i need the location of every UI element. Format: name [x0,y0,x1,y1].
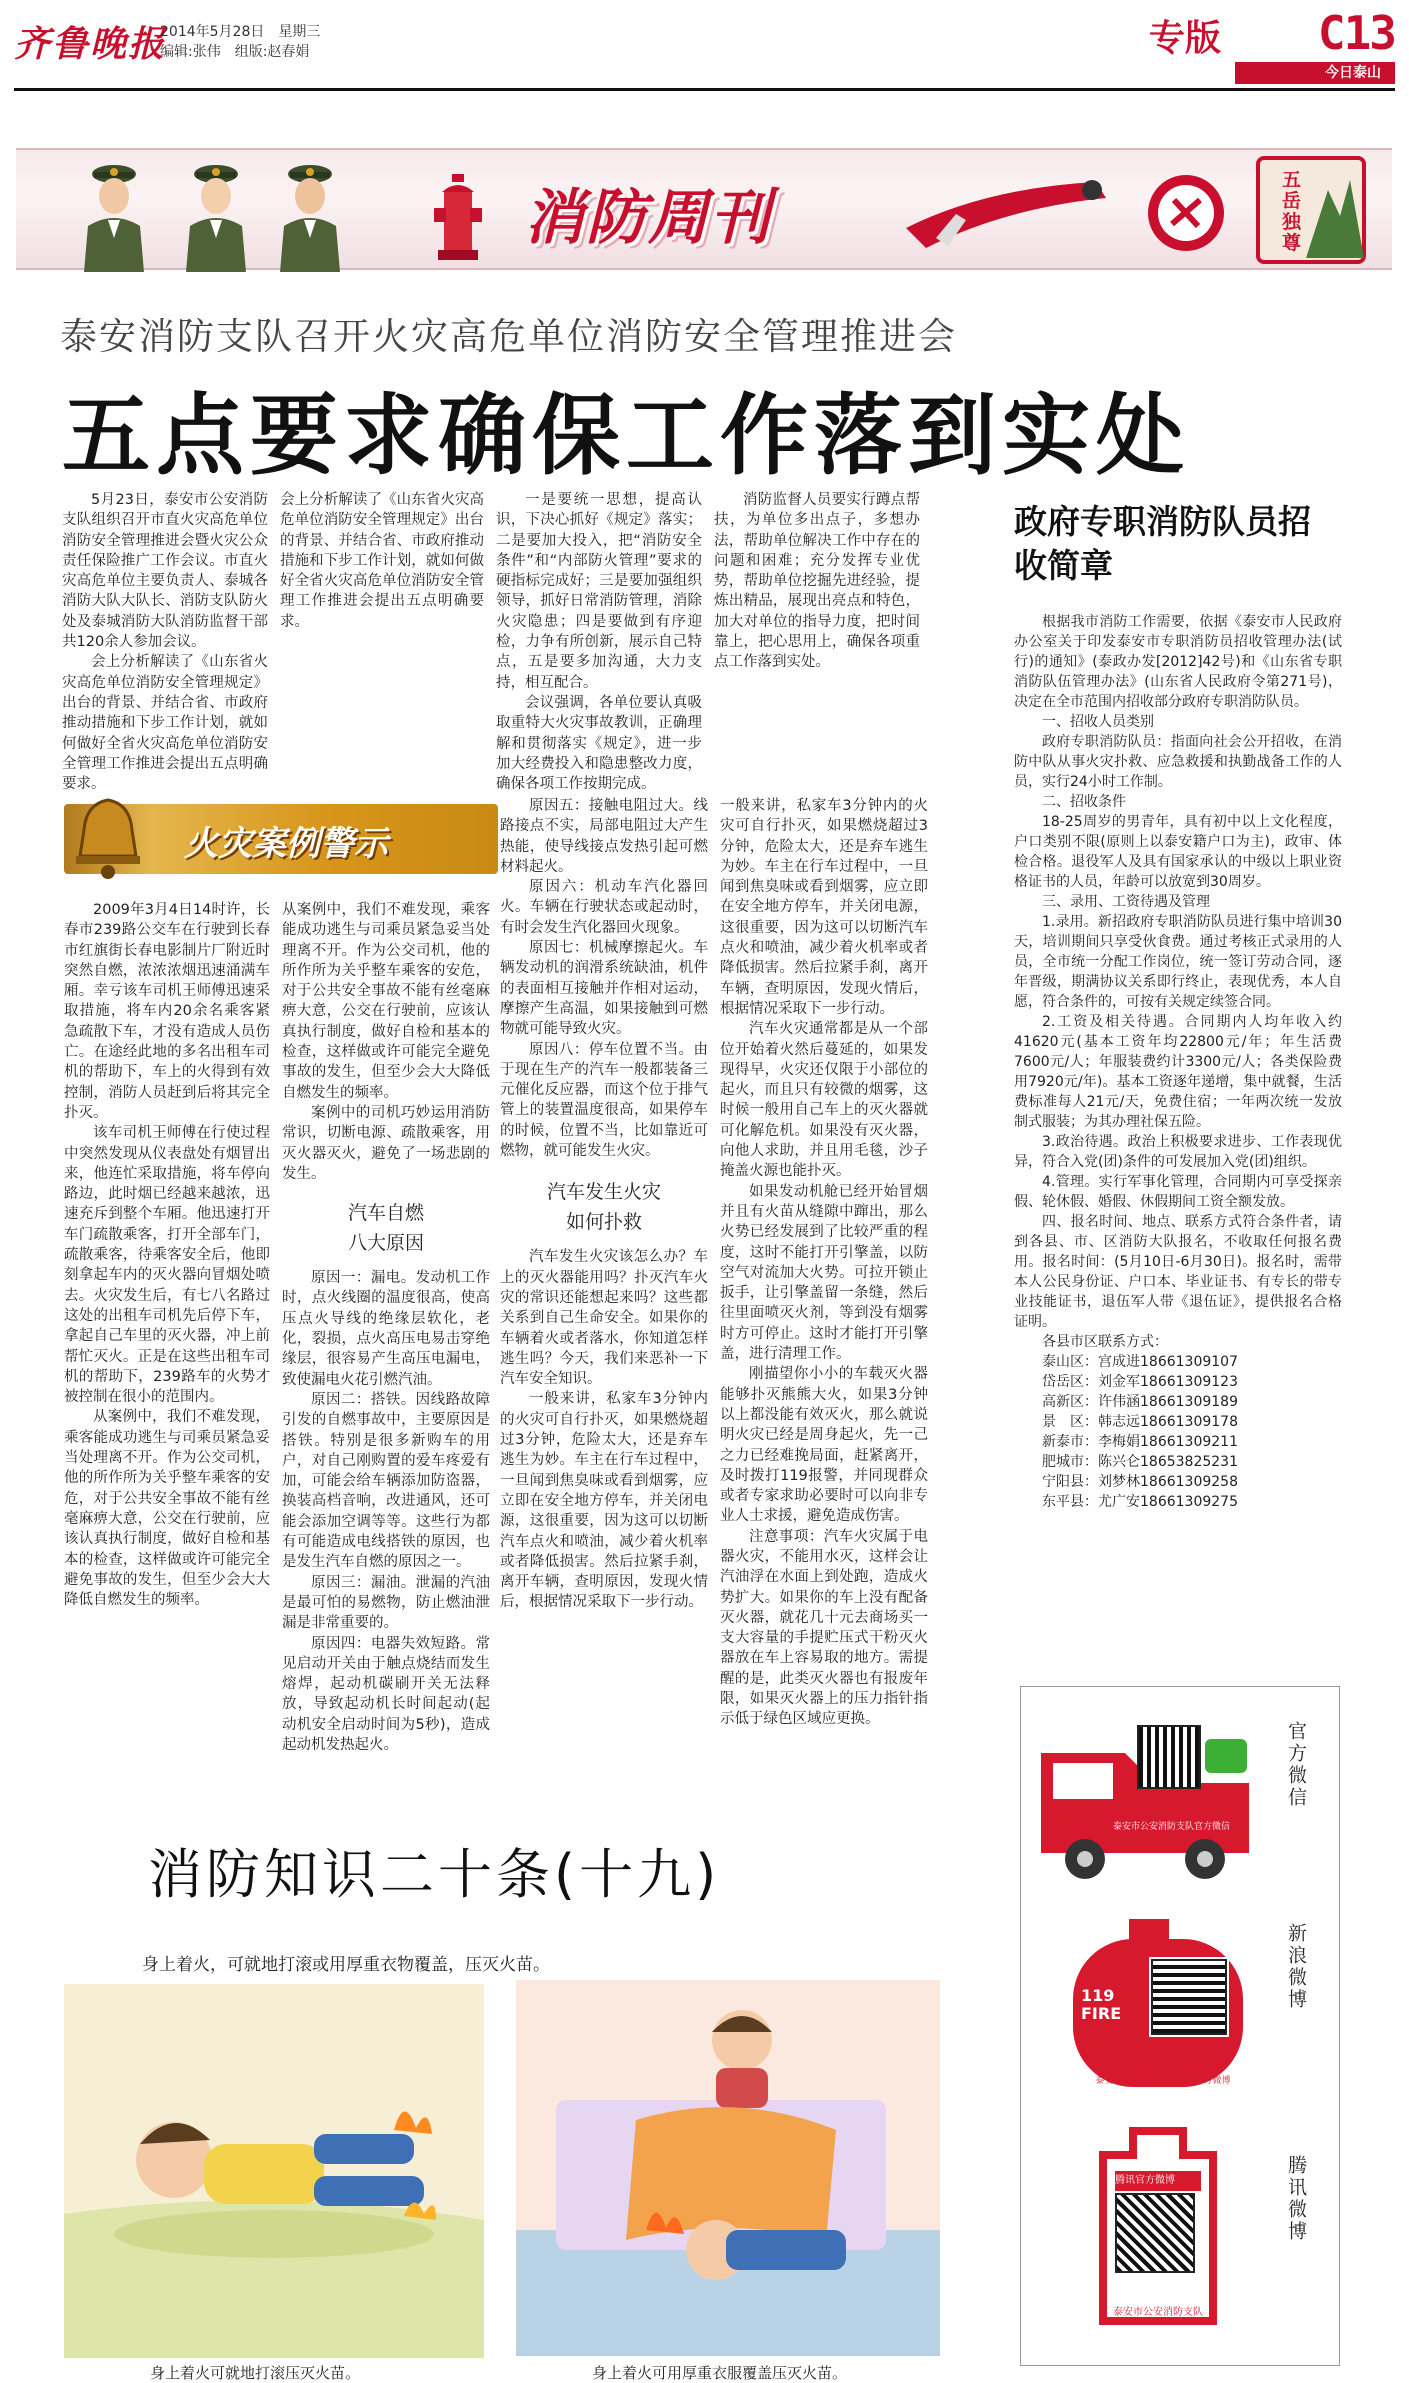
fire-weekly-banner [16,148,1392,270]
case-column-4 [720,796,928,1758]
banner-title: 消防周刊 [524,183,772,253]
article-column-1 [62,490,268,793]
editor-line: 编辑:张伟 组版:赵春娟 [160,44,310,60]
cause-paragraph: 原因七：机械摩擦起火。车辆发动机的润滑系统缺油，机件的表面相互接触并作相对运动，摩擦产生高温，如果接触到可燃物就可能导致火灾。 [500,940,708,1038]
contact-area: 东平县 [1042,1494,1084,1510]
contact-row [1042,1412,1342,1432]
rescue-paragraph: 汽车火灾通常都是从一个部位开始着火然后蔓延的，如果发现得早，火灾还仅限于小部位的起火，而且只有较微的烟雾，这时候一般用自己车上的灭火器就可化解危机。如果没有灭火器，向他人求助，并且用毛毯，沙子掩盖火源也能扑灭。 [720,1021,928,1180]
extinguisher-illustration [896,168,1126,264]
weibo-label: 新浪微博 [1285,1923,1307,2011]
contact-separator: ： [1084,1394,1098,1410]
cause-paragraph: 原因三：漏油。泄漏的汽油是最可怕的易燃物，防止燃油泄漏是非常重要的。 [282,1574,490,1632]
case-paragraph: 从案例中，我们不难发现，乘客能成功逃生与司乘员紧急妥当处理离不开。作为公交司机，他的所作所为关乎整车乘客的安危，对于公共安全事故不能有丝毫麻痹大意，公交在行驶前，应该认真执行制度，做好自检和基本的检查，这样做或许可能完全避免事故的发生，但至少会大大降低自燃发生的频率。 [282,902,490,1101]
article-paragraph: 5月23日，泰安市公安消防支队组织召开市直火灾高危单位消防安全管理推进会暨火灾公众责任保险推广工作会议。市直火灾高危单位主要负责人、泰城各消防大队大队长、消防支队防火处及泰城消防大队消防监督干部共120余人参加会议。 [62,492,268,651]
recruit-paragraph: 二、招收条件 [1042,794,1126,810]
recruit-title: 政府专职消防队员招收简章 [1014,502,1311,585]
contact-separator: ： [1084,1454,1098,1470]
recruit-paragraph: 18-25周岁的男青年，具有初中以上文化程度，户口类别不限(原则上以泰安籍户口为主)，政审、体检合格。退役军人及具有国家承认的中级以上职业资格证书的人员，年龄可以放宽到30周岁。 [1014,814,1342,890]
rescue-paragraph: 汽车发生火灾该怎么办？车上的灭火器能用吗？扑灭汽车火灾的常识还能想起来吗？这些都关系到自己生命安全。如果你的车辆着火或者落水，你知道怎样逃生吗？今天，我们来恶补一下汽车安全知识。 [500,1249,708,1388]
contact-phone: 18661309107 [1140,1354,1238,1370]
ribbon-title: 火灾案例警示 [184,824,388,864]
tencent-top-text: 腾讯官方微博 [1115,2175,1175,2186]
recruit-paragraph: 1.录用。新招政府专职消防队员进行集中培训30天，培训期间只享受伙食费。通过考核正式录用的人员，全市统一分配工作岗位，统一签订劳动合同，逐年晋级，期满协议关系即行终止，表现优秀，本人自愿，符合条件的，可按有关规定续签合同。 [1014,914,1342,1010]
causes-subtitle: 汽车自燃 八大原因 [347,1202,424,1255]
case-warning-ribbon [64,804,498,874]
contact-area: 高新区 [1042,1394,1084,1410]
contact-person: 陈兴仑 [1098,1454,1140,1470]
social-media-panel [1020,1686,1340,2366]
recruit-paragraph: 一、招收人员类别 [1042,714,1154,730]
bell-icon [68,796,148,882]
contact-row [1042,1392,1342,1412]
paper-logo: 齐鲁晚报 [14,23,167,65]
contact-phone: 18661309258 [1140,1474,1238,1490]
contact-area: 肥城市 [1042,1454,1084,1470]
contact-person: 宫成进 [1098,1354,1140,1370]
article-paragraph: 会上分析解读了《山东省火灾高危单位消防安全管理规定》出台的背景、并结合省、市政府推动措施和下步工作计划，就如何做好全省火灾高危单位消防安全管理工作推进会提出五点明确要求。 [280,492,484,630]
contact-area: 宁阳县 [1042,1474,1084,1490]
contact-separator: ： [1084,1474,1098,1490]
case-column-2 [282,900,490,1758]
contact-row [1042,1372,1342,1392]
contact-row [1042,1452,1342,1472]
wechat-label: 官方微信 [1285,1721,1307,1809]
recruit-paragraph: 3.政治待遇。政治上积极要求进步、工作表现优异，符合入党(团)条件的可发展加入党(团)组织。 [1014,1134,1342,1170]
page-number: C13 [1317,6,1395,60]
recruit-paragraph: 各县市区联系方式： [1042,1334,1168,1350]
article-column-3 [496,490,702,793]
contact-area: 岱岳区 [1042,1374,1084,1390]
rescue-paragraph: 刚描望你小小的车载灭火器能够扑灭熊熊大火，如果3分钟以上都没能有效灭火，那么就说明火灾已经是周身起火，先一己之力已经难挽局面，赶紧离开，及时拨打119报警，并同现群众或者专家求助必要时可以向非专业人士求援，避免造成伤害。 [720,1366,928,1525]
contact-person: 尤广安 [1098,1494,1140,1510]
caption-rolling: 身上着火可就地打滚压灭火苗。 [150,2364,361,2382]
contact-phone: 18661309211 [1140,1434,1238,1450]
fire-hydrant-icon [430,172,486,262]
contact-separator: ： [1084,1374,1098,1390]
cause-paragraph: 原因一：漏电。发动机工作时，点火线圈的温度很高，使高压点火导线的绝缘层软化，老化，裂损，点火高压电易击穿绝缘层，很容易产生高压电漏电，致使漏电火花引燃汽油。 [282,1270,490,1388]
contact-row [1042,1432,1342,1452]
article-headline: 五点要求确保工作落到实处 [62,384,1191,487]
tencent-label: 腾讯微博 [1285,2155,1307,2243]
cause-paragraph: 原因二：搭铁。因线路故障引发的自燃事故中，主要原因是搭铁。特别是很多新购车的用户，对自己刚购置的爱车疼爱有加，可能会给车辆添加防盗器，换装高档音响，改进通风，还可能会添加空调等等。这些行为都有可能造成电线搭铁的原因，也是发生汽车自燃的原因之一。 [282,1391,490,1571]
contact-row [1042,1352,1342,1372]
contact-person: 刘金军 [1098,1374,1140,1390]
masthead-rule [14,88,1395,91]
article-paragraph: 会上分析解读了《山东省火灾高危单位消防安全管理规定》出台的背景、并结合省、市政府推动措施和下步工作计划，就如何做好全省火灾高危单位消防安全管理工作推进会提出五点明确要求。 [62,654,268,793]
rescue-paragraph: 一般来讲，私家车3分钟内的火灾可自行扑灭，如果燃烧超过3分钟，危险太大，还是弃车逃生为妙。车主在行车过程中，一旦闻到焦臭味或看到烟雾，应立即在安全地方停车，并关闭电源，这很重要，因为这可以切断汽车点火和喷油，减少着火机率或者降低损害。然后拉紧手刹，离开车辆，查明原因，发现火情后，根据情况采取下一步行动。 [500,1391,708,1611]
weibo-qr-code[interactable] [1151,1959,1227,2035]
cause-paragraph: 原因六：机动车汽化器回火。车辆在行驶状态或起动时，有时会发生汽化器回火现象。 [500,879,708,936]
knowledge-intro: 身上着火，可就地打滚或用厚重衣物覆盖，压灭火苗。 [142,1955,550,1975]
rescue-paragraph: 注意事项：汽车火灾属于电器火灾，不能用水灭，这样会让汽油浮在水面上到处跑，造成火势扩大。如果你的车上没有配备灭火器，就花几十元去商场买一支大容量的手提贮压式干粉灭火器放在车上容易取的地方。需提醒的是，此类灭火器也有报废年限，如果灭火器上的压力指针指示低于绿色区域应更换。 [720,1528,928,1728]
officer-portrait-2 [184,160,248,272]
rescue-paragraph: 一般来讲，私家车3分钟内的火灾可自行扑灭，如果燃烧超过3分钟，危险太大，还是弃车逃生为妙。车主在行车过程中，一旦闻到焦臭味或看到烟雾，应立即在安全地方停车，并关闭电源，这很重要，因为这可以切断汽车点火和喷油，减少着火机率或者降低损害。然后拉紧手刹，离开车辆，查明原因，发现火情后，根据情况采取下一步行动。 [720,798,928,1017]
recruit-paragraph: 政府专职消防队员：指面向社会公开招收，在消防中队从事火灾扑救、应急救援和执勤战备工作的人员，实行24小时工作制。 [1014,734,1342,790]
mount-tai-badge [1256,156,1366,264]
contact-row [1042,1472,1342,1492]
cause-paragraph: 原因四：电器失效短路。常见启动开关由于触点烧结而发生熔焊，起动机碳刷开关无法释放，导致起动机长时间起动(起动机安全启动时间为5秒)，造成起动机发热起火。 [282,1635,490,1753]
fire-badge-icon [1144,168,1228,258]
article-paragraph: 消防监督人员要实行蹲点帮扶，为单位多出点子，多想办法，帮助单位解决工作中存在的问题和困难；充分发挥专业优势，帮助单位挖掘先进经验，提炼出精品，展现出亮点和特色，加大对单位的指导力度，把时间靠上，把心思用上，确保各项重点工作落到实处。 [714,492,920,671]
contact-area: 新泰市 [1042,1434,1084,1450]
contact-list [1014,1352,1342,1512]
contact-phone: 18661309123 [1140,1374,1238,1390]
contact-person: 刘梦林 [1098,1474,1140,1490]
rescue-subtitle: 汽车发生火灾 如何扑救 [546,1181,661,1234]
recruit-paragraph: 2.工资及相关待遇。合同期内人均年收入约41620元(基本工资年均22800元/年；年生活费7600元/人；年服装费约计3300元/人；各类保险费用7920元/年)。基本工资逐年递增，集中就餐，生活费标准每人21元/天，免费住宿；一年两次统一发放制式服装；为其办理社保五险。 [1014,1014,1342,1130]
contact-separator: ： [1084,1494,1098,1510]
cause-paragraph: 原因八：停车位置不当。由于现在生产的汽车一般都装备三元催化反应器，而这个位于排气管上的装置温度很高，如果停车的时候，位置不当，比如靠近可燃物，就可能发生火灾。 [500,1041,708,1160]
local-section-bar: 今日泰山 [1235,62,1395,84]
article-subhead: 泰安消防支队召开火灾高危单位消防安全管理推进会 [60,315,957,358]
article-column-2 [280,490,484,752]
knowledge-title: 消防知识二十条(十九) [148,1843,721,1906]
officer-portrait-3 [278,160,342,272]
recruit-paragraph: 4.管理。实行军事化管理，合同期内可享受探亲假、轮休假、婚假、休假期间工资全额发放。 [1014,1174,1342,1210]
cover-with-blanket-illustration [516,1980,940,2356]
wechat-card-text: 泰安市公安消防支队官方微信 [1113,1819,1249,1832]
case-column-3 [500,796,708,1758]
caption-blanket: 身上着火可用厚重衣服覆盖压灭火苗。 [592,2364,848,2382]
contact-person: 许伟涵 [1098,1394,1140,1410]
officer-portrait-1 [82,160,146,272]
weibo-card-text: 泰安市公安消防支队新浪官方微博 [1095,2076,1231,2086]
contact-separator: ： [1084,1434,1098,1450]
fire-119-badge: 119 FIRE [1081,1986,1122,2023]
rescue-paragraph: 如果发动机舱已经开始冒烟并且有火苗从缝隙中蹿出，那么火势已经发展到了比较严重的程度，这时不能打开引擎盖，以防空气对流加大火势。可拉开锁止扳手，让引擎盖留一条缝，然后往里面喷灭火剂，等到没有烟雾时方可停止。这时才能打开引擎盖，进行清理工作。 [720,1183,928,1363]
contact-row [1042,1492,1342,1512]
contact-separator: ： [1084,1354,1098,1370]
case-paragraph: 案例中的司机巧妙运用消防常识，切断电源、疏散乘客，用灭火器灭火，避免了一场悲剧的发生。 [282,1104,490,1182]
rolling-on-ground-illustration [64,1984,484,2358]
badge-text: 五岳独尊 [1282,169,1302,254]
wechat-icon [1205,1739,1247,1773]
case-column-1 [64,900,270,1758]
article-paragraph: 会议强调，各单位要认真吸取重特大火灾事故教训，正确理解和贯彻落实《规定》，进一步加大经费投入和隐患整改力度，确保各项工作按期完成。 [496,694,702,793]
date-line: 2014年5月28日 星期三 [160,24,321,40]
tencent-card-text: 泰安市公安消防支队 [1113,2307,1203,2318]
recruit-paragraph: 三、录用、工资待遇及管理 [1042,894,1210,910]
contact-person: 李梅娟 [1098,1434,1140,1450]
contact-separator: ： [1084,1414,1098,1430]
recruit-notice [1014,612,1342,1670]
recruit-paragraph: 四、报名时间、地点、联系方式符合条件者，请到各县、市、区消防大队报名，不收取任何报名费用。报名时间：(5月10日-6月30日)。报名时，需带本人公民身份证、户口本、毕业证书、有专长的带专业技能证书，退伍军人带《退伍证》，提供报名合格证明。 [1014,1214,1342,1330]
section-label: 专版 [1148,18,1221,59]
contact-area: 泰山区 [1042,1354,1084,1370]
contact-phone: 18653825231 [1140,1454,1238,1470]
contact-phone: 18661309275 [1140,1494,1238,1510]
recruit-paragraph: 根据我市消防工作需要，依据《泰安市人民政府办公室关于印发泰安市专职消防员招收管理办法(试行)的通知》(泰政办发[2012]42号)和《山东省专职消防队伍管理办法》(山东省人民政府令第271号)，决定在全市范围内招收部分政府专职消防队员。 [1014,614,1342,710]
contact-phone: 18661309189 [1140,1394,1238,1410]
article-column-4 [714,490,920,752]
wechat-qr-code[interactable] [1137,1725,1201,1789]
tencent-qr-code[interactable] [1115,2193,1195,2273]
cause-paragraph: 原因五：接触电阻过大。线路接点不实，局部电阻过大产生热能，使导线接点发热引起可燃材料起火。 [500,798,708,875]
article-paragraph: 一是要统一思想，提高认识，下决心抓好《规定》落实；二是要加大投入，把“消防安全条件”和“内部防火管理”要求的硬指标完成好；三是要加强组织领导，抓好日常消防管理，消除火灾隐患；四是要做到有序迎检，力争有所创新，展示自己特点，五是要多加沟通，大力支持，相互配合。 [496,492,702,691]
case-paragraph: 从案例中，我们不难发现，乘客能成功逃生与司乘员紧急妥当处理离不开。作为公交司机，他的所作所为关乎整车乘客的安危，对于公共安全事故不能有丝毫麻痹大意，公交在行驶前，应该认真执行制度，做好自检和基本的检查，这样做或许可能完全避免事故的发生，但至少会大大降低自燃发生的频率。 [64,1409,270,1609]
contact-person: 韩志远 [1098,1414,1140,1430]
mountain-icon [1306,170,1364,258]
contact-phone: 18661309178 [1140,1414,1238,1430]
case-paragraph: 该车司机王师傅在行使过程中突然发现从仪表盘处有烟冒出来，他连忙采取措施，将车停向路边，此时烟已经越来越浓，迅速充斥到整个车厢。他迅速打开车门疏散乘客，打开全部车门，疏散乘客，待乘客安全后，他即刻拿起车内的灭火器向冒烟处喷去。火灾发生后，有七八名路过这处的出租车司机先后停下车，拿起自己车里的灭火器，冲上前帮忙灭火。正是在这些出租车司机的帮助下，239路车的火势才被控制在很小的范围内。 [64,1125,270,1406]
case-paragraph: 2009年3月4日14时许，长春市239路公交车在行驶到长春市红旗街长春电影制片厂附近时突然自燃，浓浓浓烟迅速涌满车厢。幸亏该车司机王师傅迅速采取措施，将车内20余名乘客紧急疏散下车，才没有造成人员伤亡。在途经此地的多名出租车司机的帮助下，车上的火得到有效控制，消防人员赶到后将其完全扑灭。 [64,902,270,1121]
contact-area: 景 区 [1042,1414,1084,1430]
